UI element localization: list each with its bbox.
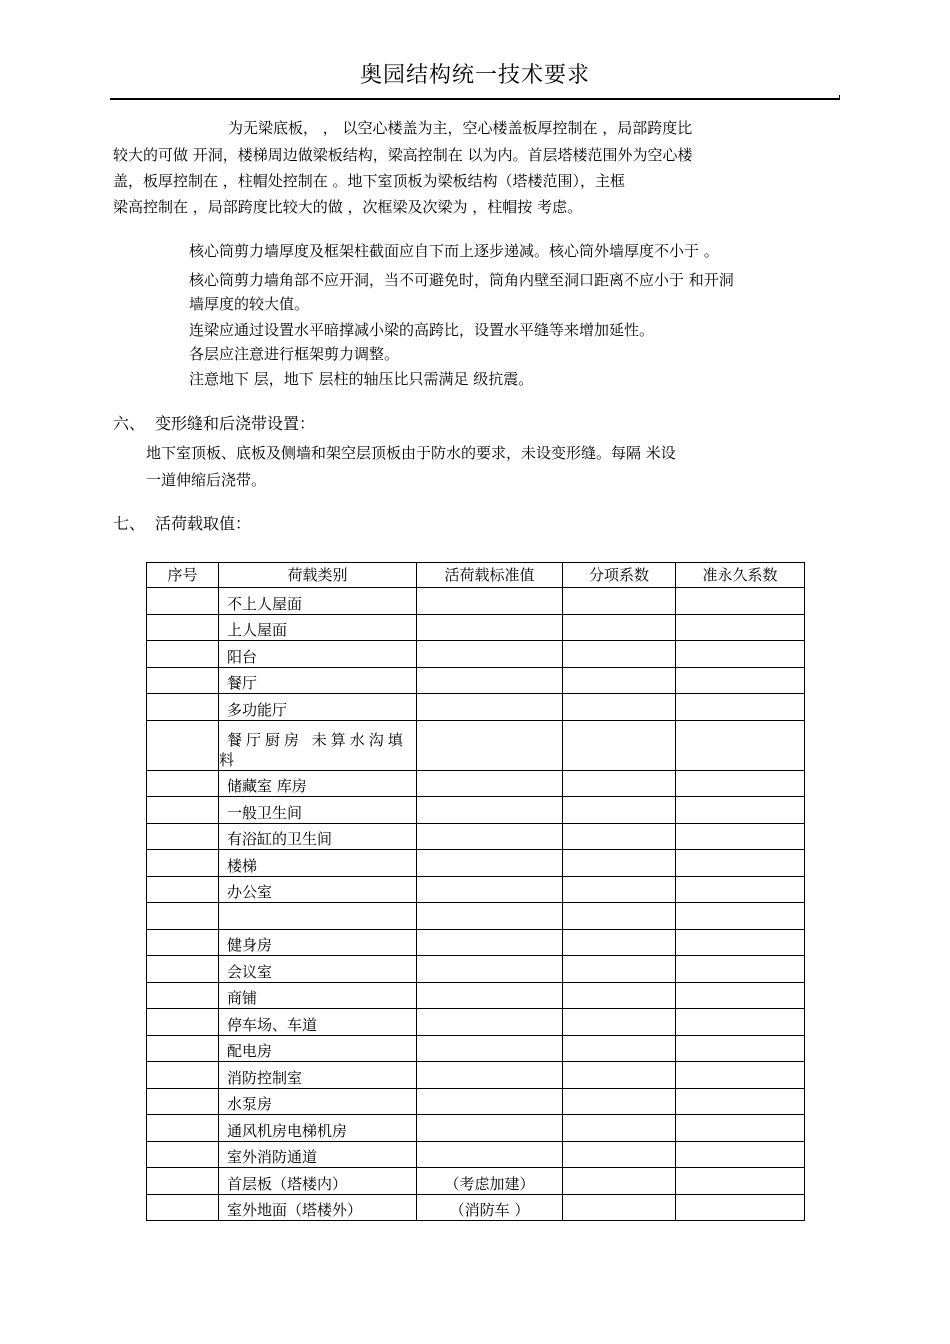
standard-value-cell xyxy=(417,903,563,930)
index-cell xyxy=(147,614,219,641)
partial-factor-cell xyxy=(563,1194,676,1221)
standard-value-cell xyxy=(417,720,563,770)
quasi-permanent-cell xyxy=(676,929,805,956)
core-note-6: 注意地下 层，地下 层柱的轴压比只需满足 级抗震。 xyxy=(189,370,534,388)
header-quasi-permanent-factor: 准永久系数 xyxy=(676,563,805,588)
quasi-permanent-cell xyxy=(676,641,805,668)
core-note-3: 墙厚度的较大值。 xyxy=(189,295,310,313)
header-index: 序号 xyxy=(147,563,219,588)
partial-factor-cell xyxy=(563,1035,676,1062)
partial-factor-cell xyxy=(563,694,676,721)
header-rule xyxy=(110,98,840,100)
section-6-number: 六、 xyxy=(113,414,146,433)
index-cell xyxy=(147,1035,219,1062)
index-cell xyxy=(147,823,219,850)
index-cell xyxy=(147,1088,219,1115)
index-cell xyxy=(147,1062,219,1089)
index-cell xyxy=(147,1009,219,1036)
partial-factor-cell xyxy=(563,1115,676,1142)
index-cell xyxy=(147,850,219,877)
partial-factor-cell xyxy=(563,614,676,641)
category-cell: 有浴缸的卫生间 xyxy=(219,823,417,850)
table-row xyxy=(147,1062,805,1089)
partial-factor-cell xyxy=(563,1009,676,1036)
quasi-permanent-cell xyxy=(676,770,805,797)
core-note-4: 连梁应通过设置水平暗撑减小梁的高跨比，设置水平缝等来增加延性。 xyxy=(189,321,655,339)
table-row xyxy=(147,720,805,770)
category-cell: 室外消防通道 xyxy=(219,1141,417,1168)
category-cell: 一般卫生间 xyxy=(219,797,417,824)
index-cell xyxy=(147,1168,219,1195)
quasi-permanent-cell xyxy=(676,1141,805,1168)
category-cell: 停车场、车道 xyxy=(219,1009,417,1036)
quasi-permanent-cell xyxy=(676,850,805,877)
intro-line-4: 梁高控制在 ，局部跨度比较大的做 ，次框梁及次梁为 ，柱帽按 考虑。 xyxy=(113,198,583,216)
partial-factor-cell xyxy=(563,876,676,903)
category-cell: 储藏室 库房 xyxy=(219,770,417,797)
partial-factor-cell xyxy=(563,1088,676,1115)
quasi-permanent-cell xyxy=(676,982,805,1009)
table-row xyxy=(147,903,805,930)
category-cell: 阳台 xyxy=(219,641,417,668)
table-row xyxy=(147,694,805,721)
partial-factor-cell xyxy=(563,641,676,668)
core-note-1: 核心筒剪力墙厚度及框架柱截面应自下而上逐步递减。核心筒外墙厚度不小于 。 xyxy=(189,242,719,260)
section-6-title: 变形缝和后浇带设置： xyxy=(155,414,316,433)
table-row xyxy=(147,850,805,877)
core-note-5: 各层应注意进行框架剪力调整。 xyxy=(189,345,400,363)
section-6-line-1: 地下室顶板、底板及侧墙和架空层顶板由于防水的要求，未设变形缝。每隔 米设 xyxy=(146,444,676,462)
category-cell: 配电房 xyxy=(219,1035,417,1062)
standard-value-cell xyxy=(417,956,563,983)
table-row xyxy=(147,929,805,956)
partial-factor-cell xyxy=(563,770,676,797)
standard-value-cell xyxy=(417,770,563,797)
standard-value-cell xyxy=(417,797,563,824)
table-row xyxy=(147,641,805,668)
index-cell xyxy=(147,720,219,770)
section-7-number: 七、 xyxy=(113,514,146,533)
partial-factor-cell xyxy=(563,903,676,930)
category-cell: 上人屋面 xyxy=(219,614,417,641)
category-cell: 水泵房 xyxy=(219,1088,417,1115)
index-cell xyxy=(147,1194,219,1221)
page-title: 奥园结构统一技术要求 xyxy=(359,63,590,88)
partial-factor-cell xyxy=(563,956,676,983)
partial-factor-cell xyxy=(563,588,676,615)
standard-value-cell xyxy=(417,1115,563,1142)
category-cell: 健身房 xyxy=(219,929,417,956)
section-6-heading xyxy=(113,413,315,435)
index-cell xyxy=(147,641,219,668)
table-row xyxy=(147,1035,805,1062)
intro-line-1: 为无梁底板， ， 以空心楼盖为主，空心楼盖板厚控制在 ，局部跨度比 xyxy=(228,119,693,137)
standard-value-cell: （消防车 ） xyxy=(417,1194,563,1221)
category-cell: 不上人屋面 xyxy=(219,588,417,615)
index-cell xyxy=(147,956,219,983)
category-cell: 餐厅 xyxy=(219,667,417,694)
table-row xyxy=(147,823,805,850)
header-partial-factor: 分项系数 xyxy=(563,563,676,588)
standard-value-cell xyxy=(417,588,563,615)
table-row xyxy=(147,1009,805,1036)
index-cell xyxy=(147,1115,219,1142)
section-7-heading xyxy=(113,513,251,535)
partial-factor-cell xyxy=(563,797,676,824)
header-category: 荷载类别 xyxy=(219,563,417,588)
partial-factor-cell xyxy=(563,823,676,850)
standard-value-cell: （考虑加建） xyxy=(417,1168,563,1195)
standard-value-cell xyxy=(417,614,563,641)
section-7-title: 活荷载取值： xyxy=(155,514,252,533)
quasi-permanent-cell xyxy=(676,614,805,641)
table-row xyxy=(147,1088,805,1115)
table-row xyxy=(147,1141,805,1168)
quasi-permanent-cell xyxy=(676,667,805,694)
standard-value-cell xyxy=(417,850,563,877)
quasi-permanent-cell xyxy=(676,1088,805,1115)
quasi-permanent-cell xyxy=(676,1009,805,1036)
index-cell xyxy=(147,876,219,903)
partial-factor-cell xyxy=(563,1168,676,1195)
quasi-permanent-cell xyxy=(676,823,805,850)
table-row xyxy=(147,614,805,641)
quasi-permanent-cell xyxy=(676,720,805,770)
index-cell xyxy=(147,1141,219,1168)
index-cell xyxy=(147,903,219,930)
quasi-permanent-cell xyxy=(676,797,805,824)
quasi-permanent-cell xyxy=(676,694,805,721)
standard-value-cell xyxy=(417,1088,563,1115)
category-cell: 消防控制室 xyxy=(219,1062,417,1089)
index-cell xyxy=(147,694,219,721)
category-cell xyxy=(219,903,417,930)
index-cell xyxy=(147,797,219,824)
table-row xyxy=(147,1115,805,1142)
category-cell: 首层板（塔楼内） xyxy=(219,1168,417,1195)
quasi-permanent-cell xyxy=(676,1115,805,1142)
quasi-permanent-cell xyxy=(676,876,805,903)
partial-factor-cell xyxy=(563,850,676,877)
category-cell: 室外地面（塔楼外） xyxy=(219,1194,417,1221)
header-standard-value: 活荷载标准值 xyxy=(417,563,563,588)
index-cell xyxy=(147,929,219,956)
intro-line-2: 较大的可做 开洞，楼梯周边做梁板结构，梁高控制在 以为内。首层塔楼范围外为空心楼 xyxy=(113,146,693,164)
category-line-2: 料 xyxy=(219,750,235,769)
category-cell: 楼梯 xyxy=(219,850,417,877)
index-cell xyxy=(147,770,219,797)
table-header-row xyxy=(147,563,805,588)
index-cell xyxy=(147,667,219,694)
table-row xyxy=(147,797,805,824)
standard-value-cell xyxy=(417,1035,563,1062)
standard-value-cell xyxy=(417,876,563,903)
standard-value-cell xyxy=(417,1062,563,1089)
quasi-permanent-cell xyxy=(676,1168,805,1195)
standard-value-cell xyxy=(417,823,563,850)
category-cell xyxy=(219,720,417,770)
table-row xyxy=(147,1194,805,1221)
index-cell xyxy=(147,982,219,1009)
category-line-1: 餐厅厨房 未算水沟填 xyxy=(227,730,407,749)
section-6-line-2: 一道伸缩后浇带。 xyxy=(146,471,267,489)
intro-line-3: 盖，板厚控制在 ，柱帽处控制在 。地下室顶板为梁板结构（塔楼范围），主框 xyxy=(113,172,626,190)
partial-factor-cell xyxy=(563,929,676,956)
partial-factor-cell xyxy=(563,667,676,694)
live-load-table xyxy=(146,562,805,1221)
core-note-2: 核心筒剪力墙角部不应开洞，当不可避免时，筒角内壁至洞口距离不应小于 和开洞 xyxy=(189,271,734,289)
category-cell: 通风机房电梯机房 xyxy=(219,1115,417,1142)
category-cell: 办公室 xyxy=(219,876,417,903)
quasi-permanent-cell xyxy=(676,956,805,983)
quasi-permanent-cell xyxy=(676,588,805,615)
category-cell: 商铺 xyxy=(219,982,417,1009)
partial-factor-cell xyxy=(563,720,676,770)
index-cell xyxy=(147,588,219,615)
table-row xyxy=(147,956,805,983)
quasi-permanent-cell xyxy=(676,1062,805,1089)
partial-factor-cell xyxy=(563,1062,676,1089)
table-row xyxy=(147,770,805,797)
standard-value-cell xyxy=(417,641,563,668)
standard-value-cell xyxy=(417,667,563,694)
table-row xyxy=(147,982,805,1009)
category-cell: 多功能厅 xyxy=(219,694,417,721)
table-row xyxy=(147,588,805,615)
partial-factor-cell xyxy=(563,1141,676,1168)
table-row xyxy=(147,876,805,903)
standard-value-cell xyxy=(417,929,563,956)
standard-value-cell xyxy=(417,1141,563,1168)
table-row xyxy=(147,1168,805,1195)
standard-value-cell xyxy=(417,1009,563,1036)
table-row xyxy=(147,667,805,694)
header-rule-tick xyxy=(839,95,840,100)
standard-value-cell xyxy=(417,694,563,721)
category-cell: 会议室 xyxy=(219,956,417,983)
standard-value-cell xyxy=(417,982,563,1009)
partial-factor-cell xyxy=(563,982,676,1009)
quasi-permanent-cell xyxy=(676,1035,805,1062)
quasi-permanent-cell xyxy=(676,1194,805,1221)
quasi-permanent-cell xyxy=(676,903,805,930)
